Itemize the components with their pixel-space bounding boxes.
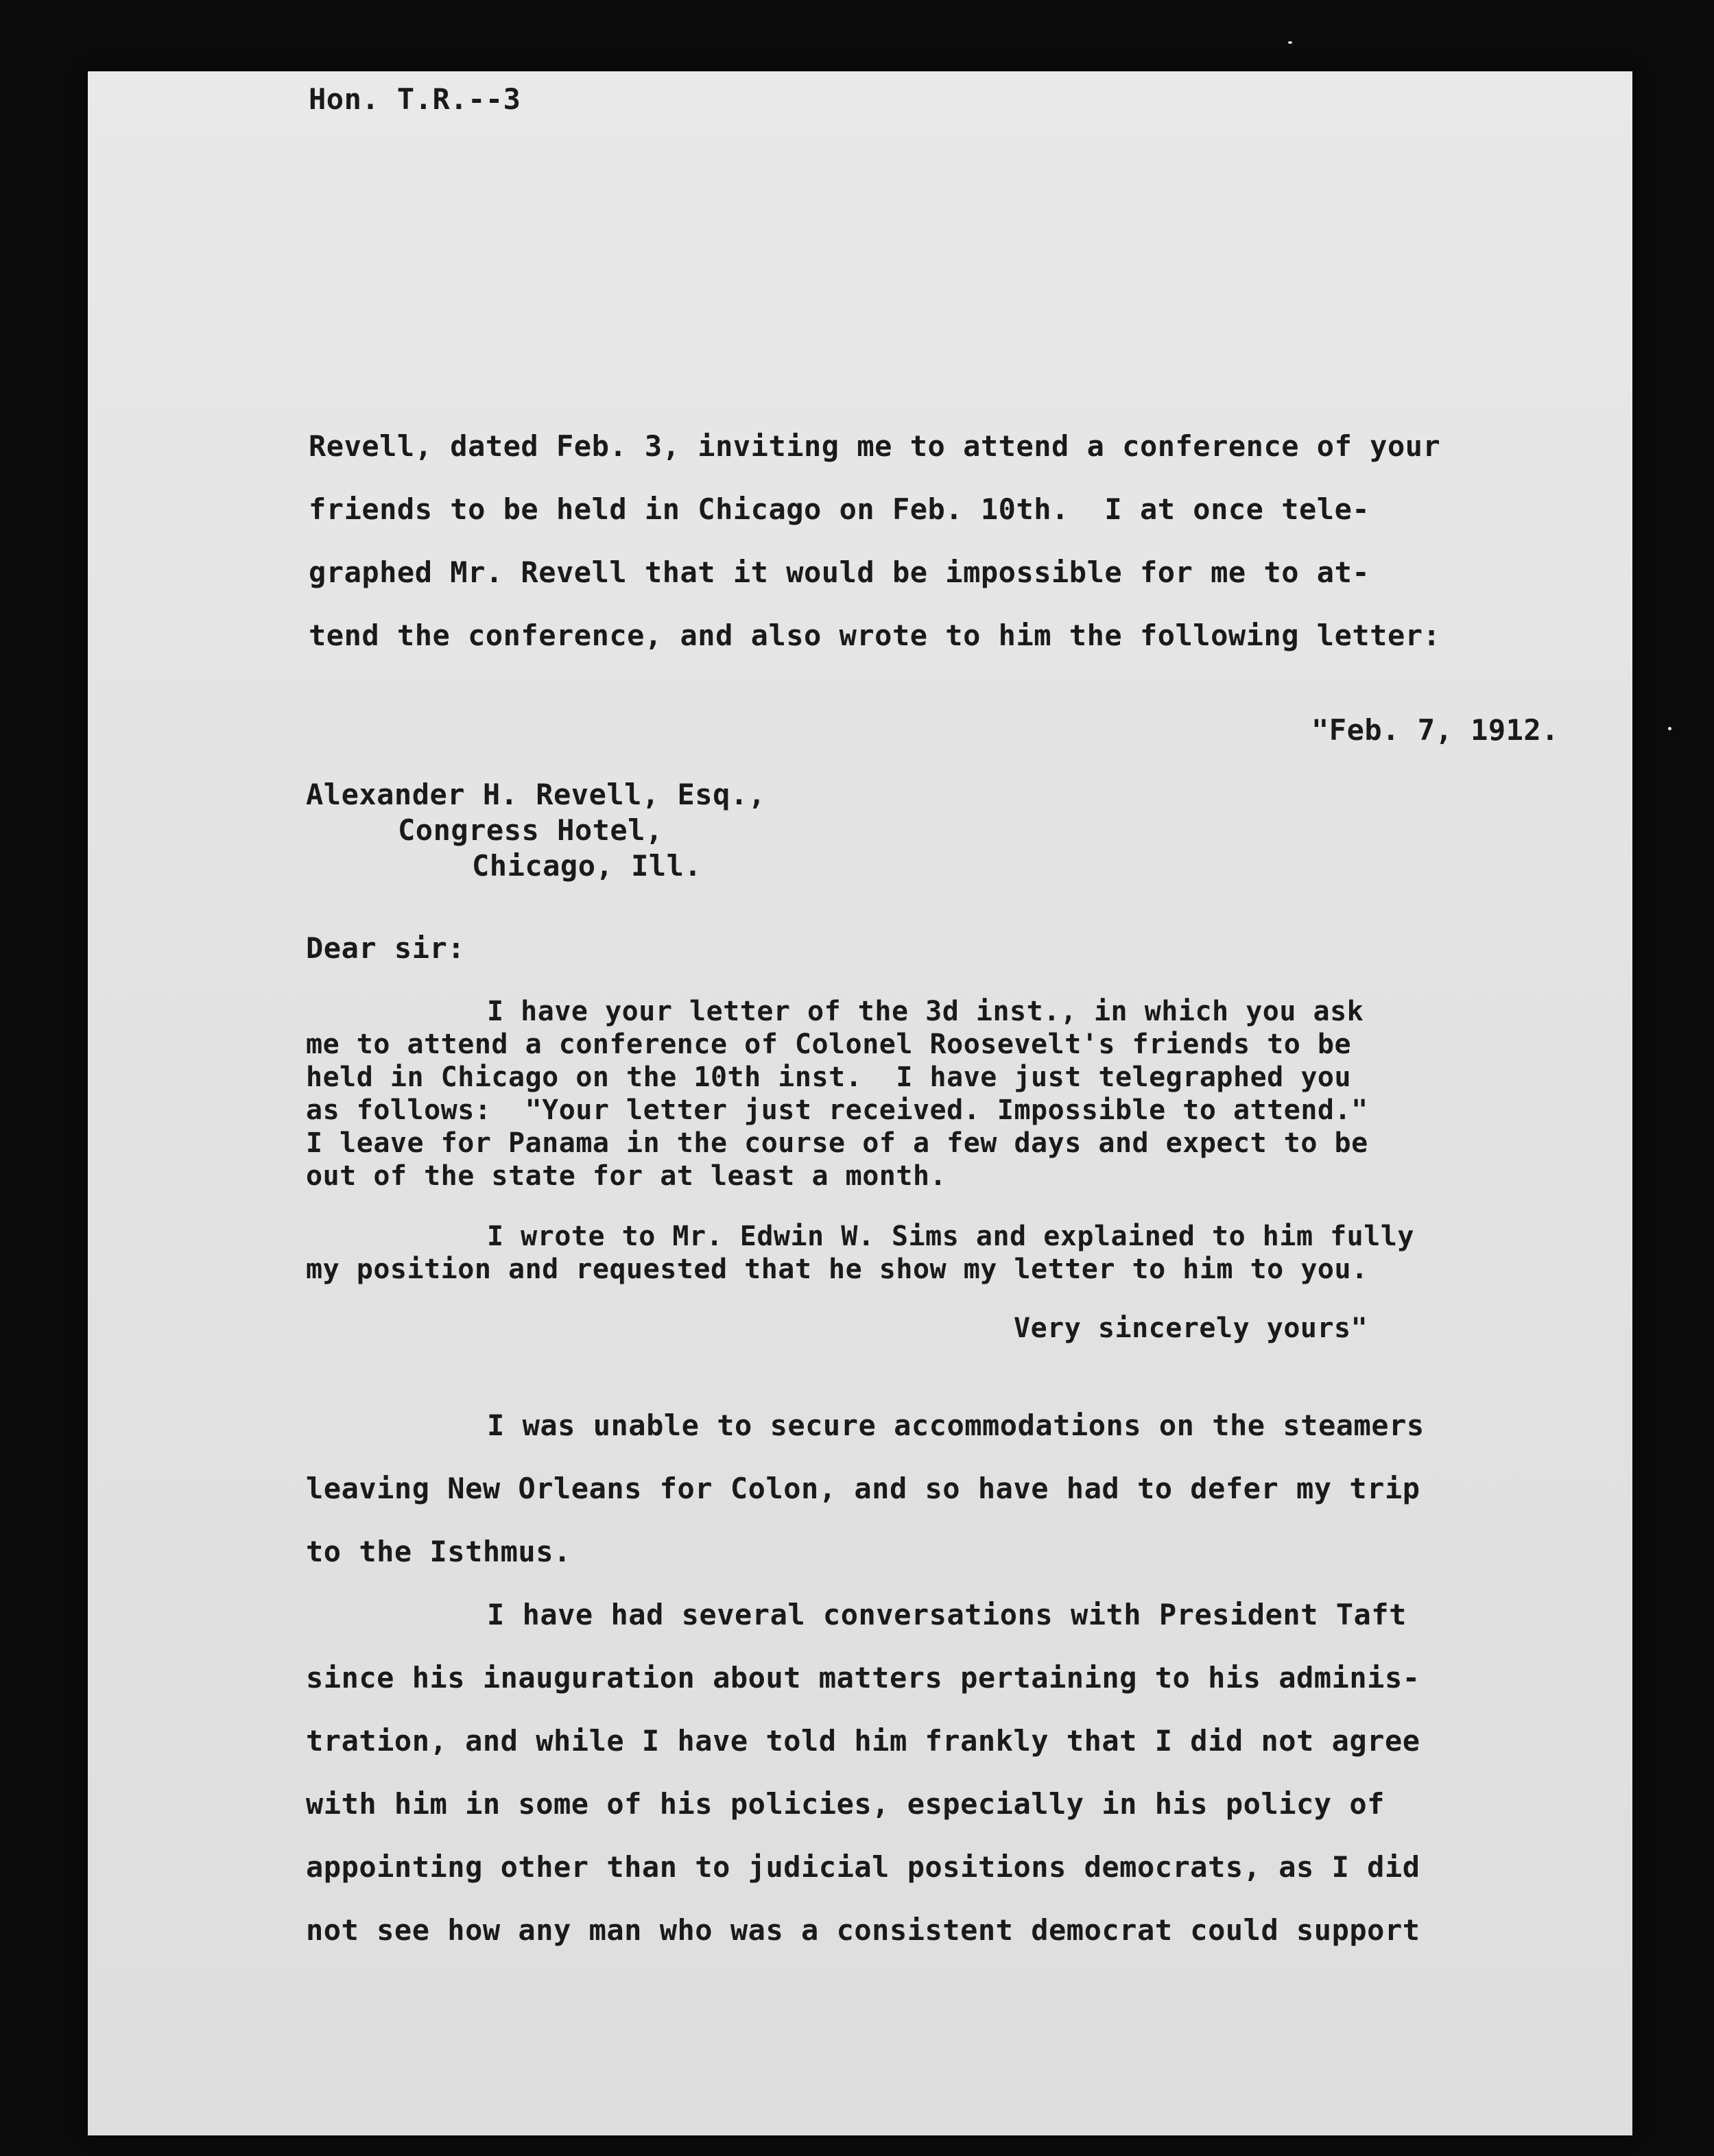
- paragraph-line: I have had several conversations with President Taft: [487, 1598, 1407, 1631]
- salutation: Dear sir:: [306, 931, 466, 965]
- paragraph-line: I was unable to secure accommodations on the steamers: [487, 1409, 1425, 1442]
- paragraph-line: appointing other than to judicial positions democrats, as I did: [306, 1850, 1420, 1884]
- paragraph-line: tend the conference, and also wrote to him the following letter:: [309, 619, 1441, 652]
- paragraph-line: not see how any man who was a consistent democrat could support: [306, 1913, 1420, 1947]
- quoted-paragraph-line: as follows: "Your letter just received. Impossible to attend.": [306, 1094, 1368, 1126]
- page-header: Hon. T.R.--3: [309, 82, 521, 116]
- letter-closing: Very sincerely yours": [1014, 1313, 1368, 1344]
- film-speck: [1668, 727, 1671, 730]
- paragraph-line: with him in some of his policies, especially in his policy of: [306, 1787, 1385, 1821]
- paragraph-line: friends to be held in Chicago on Feb. 10th. I at once tele-: [309, 492, 1370, 526]
- quoted-paragraph-line: out of the state for at least a month.: [306, 1160, 947, 1192]
- quoted-paragraph-line: me to attend a conference of Colonel Roosevelt's friends to be: [306, 1029, 1352, 1060]
- typed-letter-page: [88, 71, 1632, 2135]
- letter-date: "Feb. 7, 1912.: [1311, 713, 1560, 747]
- quoted-paragraph-line: I wrote to Mr. Edwin W. Sims and explained to him fully: [487, 1221, 1415, 1252]
- paragraph-line: leaving New Orleans for Colon, and so have had to defer my trip: [306, 1472, 1420, 1505]
- recipient-address-line: Chicago, Ill.: [472, 849, 702, 883]
- recipient-name: Alexander H. Revell, Esq.,: [306, 778, 766, 811]
- paragraph-line: tration, and while I have told him frankly that I did not agree: [306, 1724, 1420, 1758]
- quoted-paragraph-line: I have your letter of the 3d inst., in which you ask: [487, 996, 1364, 1027]
- paragraph-line: since his inauguration about matters pertaining to his adminis-: [306, 1661, 1420, 1694]
- recipient-address-line: Congress Hotel,: [398, 813, 663, 847]
- paragraph-line: Revell, dated Feb. 3, inviting me to attend a conference of your: [309, 429, 1441, 463]
- paragraph-line: to the Isthmus.: [306, 1535, 571, 1568]
- paragraph-line: graphed Mr. Revell that it would be impossible for me to at-: [309, 555, 1370, 589]
- quoted-paragraph-line: held in Chicago on the 10th inst. I have just telegraphed you: [306, 1062, 1352, 1093]
- quoted-paragraph-line: I leave for Panama in the course of a few days and expect to be: [306, 1127, 1368, 1159]
- film-speck: [1288, 41, 1292, 44]
- quoted-paragraph-line: my position and requested that he show my letter to him to you.: [306, 1254, 1368, 1285]
